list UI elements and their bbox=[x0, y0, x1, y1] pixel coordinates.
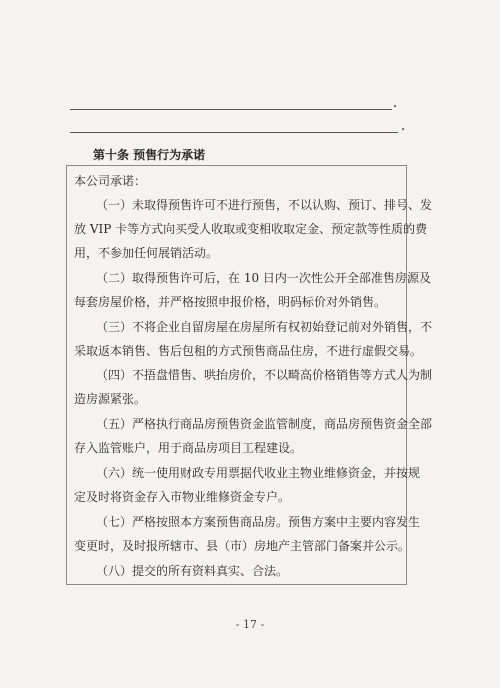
commitment-line: （七）严格按照本方案预售商品房。预售方案中主要内容发生 bbox=[96, 515, 421, 529]
commitment-line: 定及时将资金存入市物业维修资金专户。 bbox=[74, 490, 291, 504]
intro-text: 本公司承诺： bbox=[74, 174, 147, 188]
commitment-line: 变更时，及时报所辖市、县（市）房地产主管部门备案并公示。 bbox=[74, 539, 411, 553]
commitment-line: （一）未取得预售许可不进行预售，不以认购、预订、排号、发 bbox=[96, 198, 433, 212]
commitment-line: （三）不将企业自留房屋在房屋所有权初始登记前对外销售，不 bbox=[96, 320, 433, 334]
form-fill-line bbox=[70, 132, 398, 133]
commitment-line: 造房源紧张。 bbox=[74, 392, 147, 406]
line-end-mark: • bbox=[401, 126, 406, 134]
commitment-line: （六）统一使用财政专用票据代收业主物业维修资金，并按规 bbox=[96, 466, 421, 480]
page-number: - 17 - bbox=[235, 618, 265, 631]
commitment-line: 存入监管账户，用于商品房项目工程建设。 bbox=[74, 441, 303, 455]
commitment-line: 每套房屋价格，并严格按照申报价格，明码标价对外销售。 bbox=[74, 295, 387, 309]
commitment-line: （四）不捂盘惜售、哄抬房价，不以畸高价格销售等方式人为制 bbox=[96, 368, 433, 382]
line-end-mark: • bbox=[393, 103, 398, 111]
commitment-line: （五）严格执行商品房预售资金监管制度，商品房预售资金全部 bbox=[96, 417, 433, 431]
form-fill-line bbox=[70, 109, 392, 110]
commitment-line: （八）提交的所有资料真实、合法。 bbox=[96, 564, 289, 578]
article-title: 第十条 预售行为承诺 bbox=[93, 148, 206, 162]
commitment-line: （二）取得预售许可后，在 10 日内一次性公开全部准售房源及 bbox=[96, 271, 431, 285]
commitment-line: 用，不参加任何展销活动。 bbox=[74, 246, 219, 260]
commitment-line: 采取返本销售、售后包租的方式预售商品住房，不进行虚假交易。 bbox=[74, 344, 423, 358]
commitment-line: 放 VIP 卡等方式向买受人收取或变相收取定金、预定款等性质的费 bbox=[74, 222, 428, 236]
